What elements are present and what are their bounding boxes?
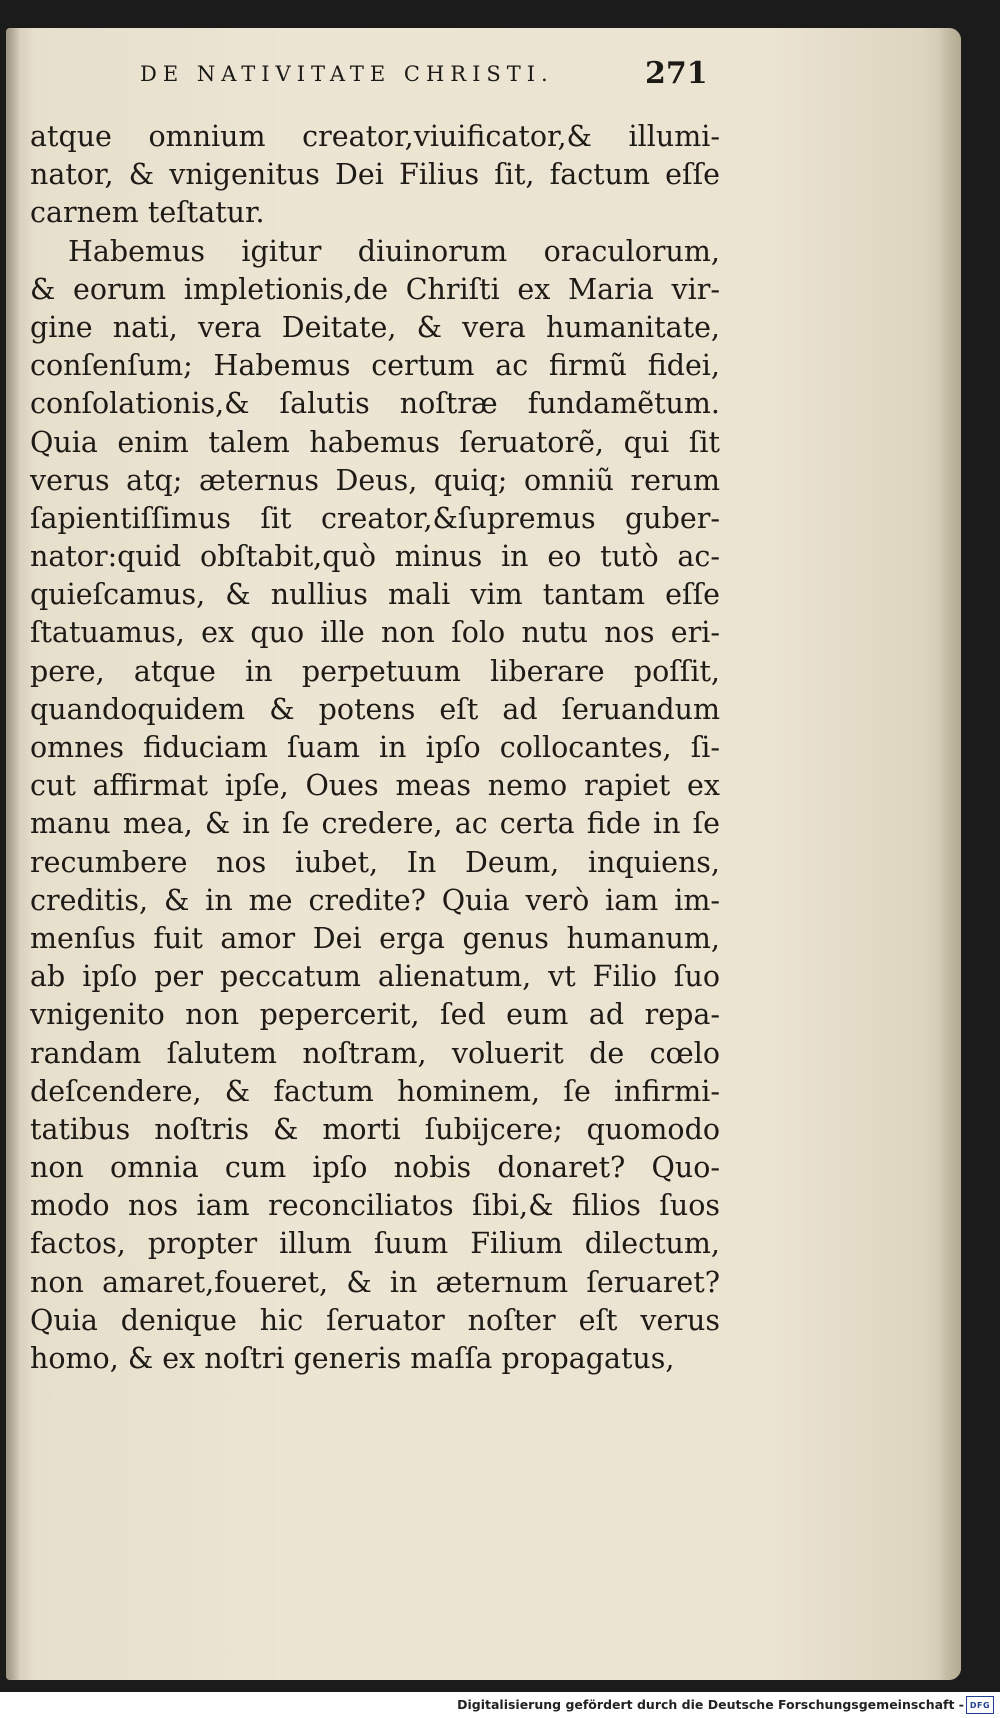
page-gutter-shadow bbox=[6, 28, 20, 1680]
text-line: non amaret,foueret, & in æternum ſeruaret? bbox=[30, 1265, 720, 1299]
text-line: cut affirmat ipſe, Oues meas nemo rapiet ex bbox=[30, 769, 720, 803]
text-line: randam ſalutem noſtram, voluerit de cœlo bbox=[30, 1036, 720, 1070]
text-line: Habemus igitur diuinorum oraculorum, bbox=[68, 234, 720, 268]
text-line: atque omnium creator,viuificator,& illumi- bbox=[30, 120, 720, 153]
text-line: non omnia cum ipſo nobis donaret? Quo- bbox=[30, 1151, 720, 1185]
text-line: Quia enim talem habemus ſeruatorẽ, qui ſit bbox=[30, 425, 720, 459]
page-fore-edge bbox=[939, 28, 961, 1680]
text-line: modo nos iam reconciliatos ſibi,& filios ſuos bbox=[30, 1189, 720, 1223]
funding-notice: Digitalisierung gefördert durch die Deutsche Forschungsgemeinschaft - bbox=[457, 1697, 964, 1712]
text-line: homo, & ex noſtri generis maſſa propagatus, bbox=[30, 1342, 675, 1375]
text-line: ſtatuamus, ex quo ille non ſolo nutu nos eri- bbox=[30, 616, 720, 650]
text-line: quandoquidem & potens eſt ad ſeruandum bbox=[30, 692, 720, 726]
text-line: quieſcamus, & nullius mali vim tantam eſſe bbox=[30, 578, 720, 612]
text-line: recumbere nos iubet, In Deum, inquiens, bbox=[30, 845, 720, 879]
text-line: deſcendere, & factum hominem, ſe infirmi- bbox=[30, 1074, 720, 1108]
body-text bbox=[30, 118, 720, 1378]
page-number: 271 bbox=[645, 56, 708, 91]
text-line: ab ipſo per peccatum alienatum, vt Filio ſuo bbox=[30, 960, 720, 994]
text-line: conſenſum; Habemus certum ac firmũ fidei, bbox=[30, 349, 720, 383]
text-line: carnem teſtatur. bbox=[30, 196, 265, 230]
dfg-logo-text: DFG bbox=[969, 1700, 991, 1710]
text-line: tatibus noſtris & morti ſubijcere; quomodo bbox=[30, 1112, 720, 1146]
text-line: vnigenito non pepercerit, ſed eum ad repa- bbox=[30, 998, 720, 1032]
text-line: gine nati, vera Deitate, & vera humanitate, bbox=[30, 310, 720, 344]
dfg-logo bbox=[966, 1696, 994, 1714]
text-line: menſus fuit amor Dei erga genus humanum, bbox=[30, 921, 720, 955]
text-line: nator, & vnigenitus Dei Filius ſit, factum eſſe bbox=[30, 158, 720, 192]
running-head: DE NATIVITATE CHRISTI. bbox=[140, 62, 554, 86]
text-line: omnes fiduciam ſuam in ipſo collocantes, ſi- bbox=[30, 731, 720, 764]
text-line: creditis, & in me credite? Quia verò iam im- bbox=[30, 883, 720, 917]
text-line: & eorum impletionis,de Chriſti ex Maria vir- bbox=[30, 272, 720, 306]
text-line: conſolationis,& ſalutis noſtræ fundamẽtum. bbox=[30, 387, 720, 421]
text-line: verus atq; æternus Deus, quiq; omniũ rerum bbox=[30, 463, 720, 497]
text-line: pere, atque in perpetuum liberare poſſit, bbox=[30, 654, 720, 688]
text-line: ſapientiſſimus ſit creator,&ſupremus guber- bbox=[30, 501, 720, 535]
text-line: Quia denique hic ſeruator noſter eſt verus bbox=[30, 1303, 720, 1337]
text-line: factos, propter illum ſuum Filium dilectum, bbox=[30, 1227, 720, 1261]
text-line: nator:quid obſtabit,quò minus in eo tutò ac- bbox=[30, 540, 720, 574]
digitization-footer bbox=[0, 1692, 1000, 1718]
text-line: manu mea, & in ſe credere, ac certa fide in ſe bbox=[30, 807, 720, 841]
